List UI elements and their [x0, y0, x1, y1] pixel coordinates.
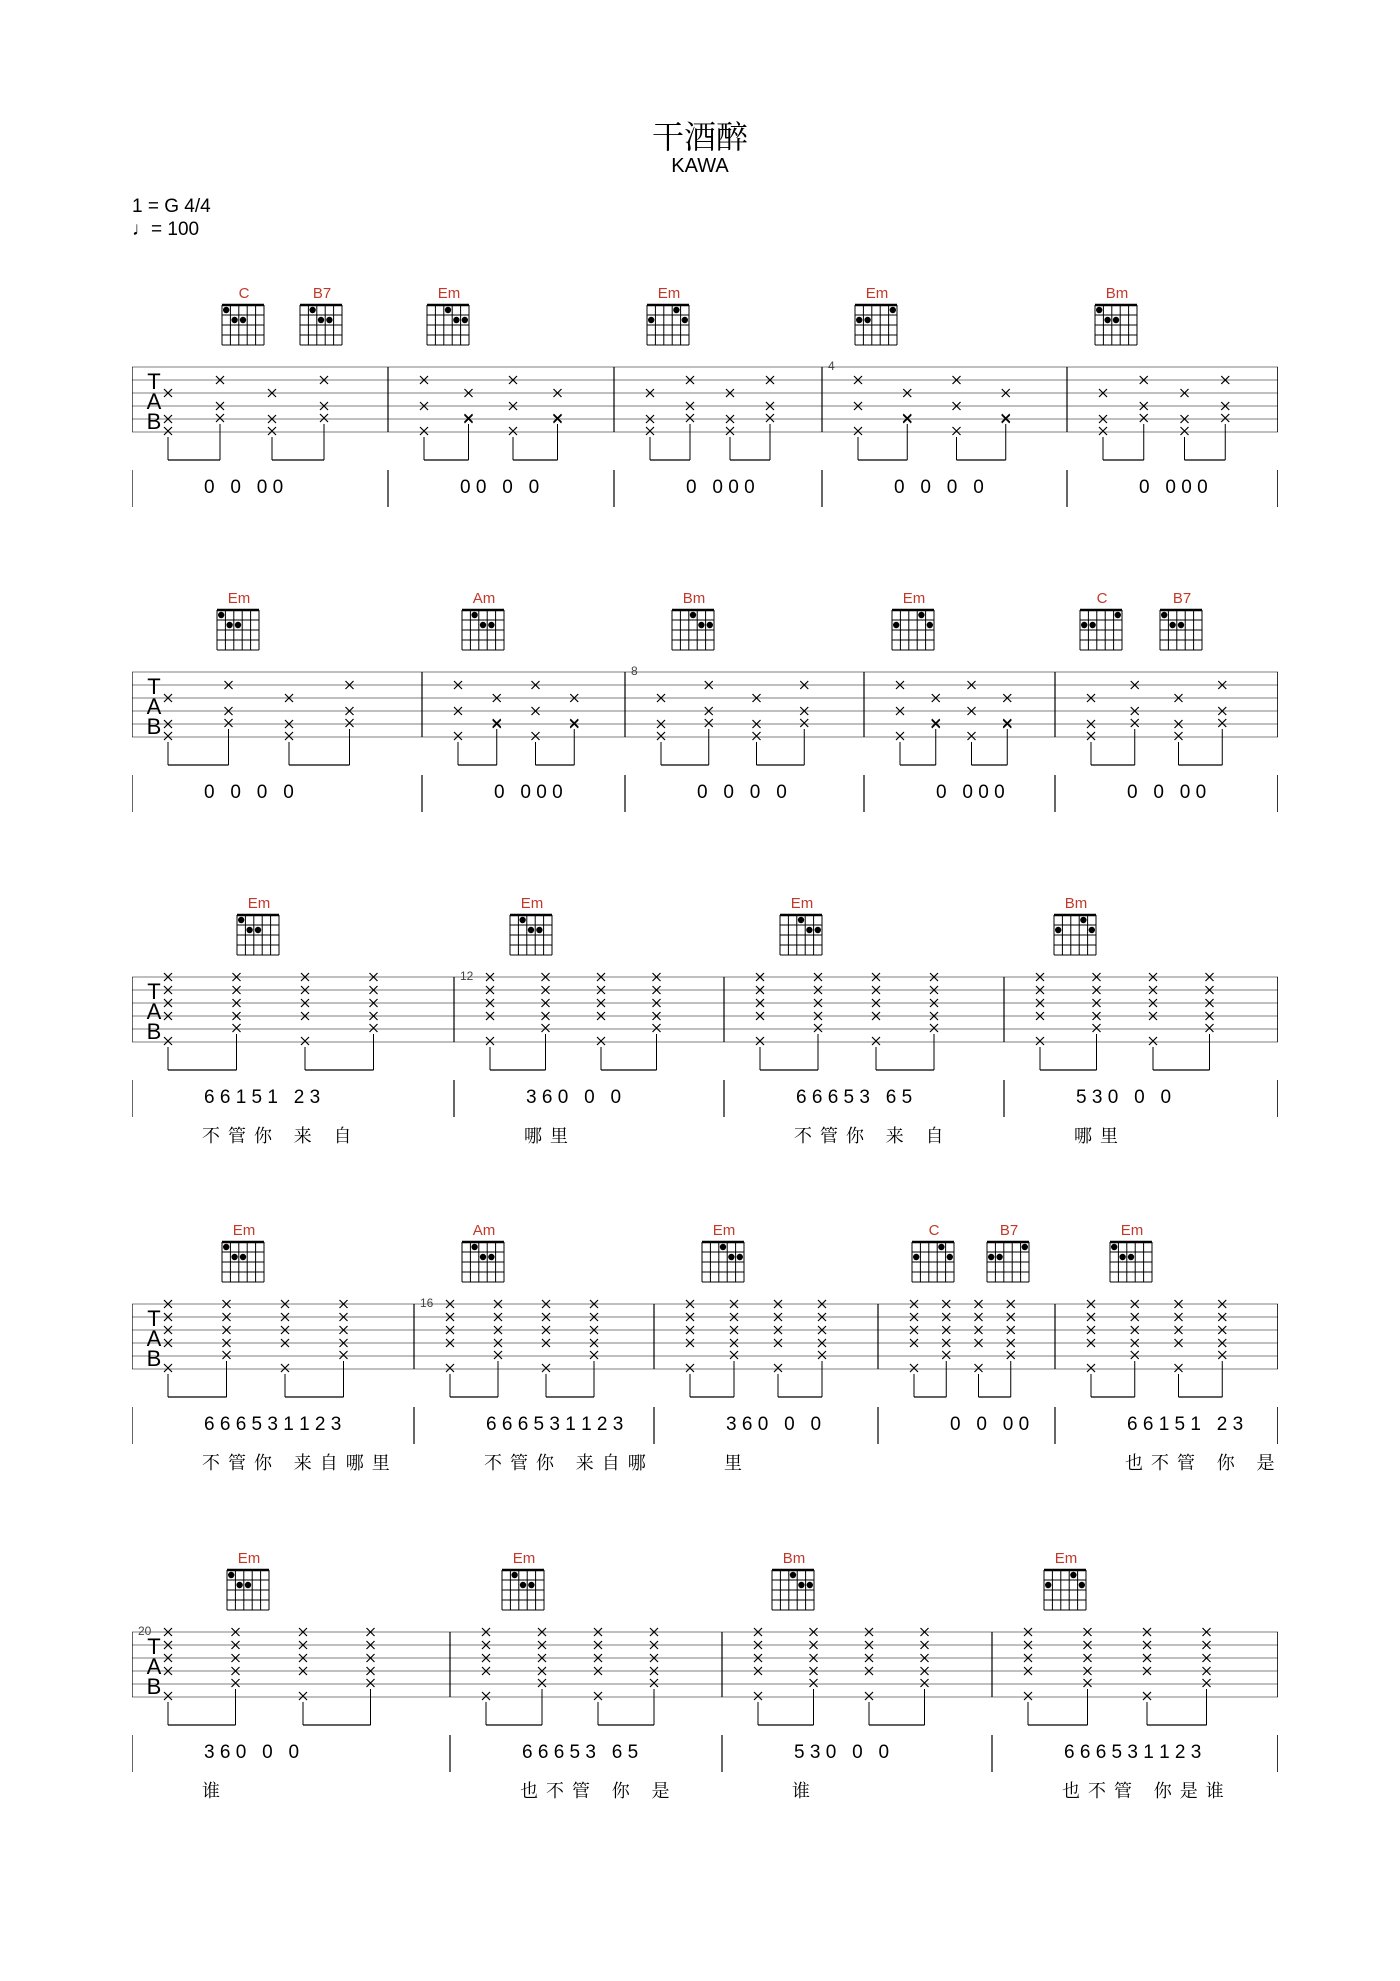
strum-mark: [216, 376, 224, 460]
strum-mark: [1087, 694, 1135, 765]
strum-mark: [554, 389, 562, 460]
chord-name: Bm: [1064, 895, 1088, 912]
strum-mark: [910, 1300, 946, 1397]
chord-diagram: [1044, 1570, 1086, 1610]
notation-measure: 3 6 0 0 0: [726, 1414, 822, 1435]
song-title: 干酒醉: [651, 118, 748, 156]
lyric-line: 不管你 来自哪里: [202, 1453, 398, 1474]
strum-mark: [482, 1628, 542, 1725]
strum-mark: [653, 973, 661, 1070]
tab-clef-letter: A: [146, 999, 162, 1024]
strum-mark: [420, 376, 469, 460]
strum-mark: [538, 1628, 546, 1725]
chord-diagram: [1160, 610, 1202, 650]
chord-name: Am: [472, 590, 496, 607]
strum-mark: [814, 973, 822, 1070]
strum-mark: [542, 1300, 594, 1397]
chord-name: Em: [1120, 1222, 1144, 1239]
chord-name: Am: [472, 1222, 496, 1239]
chord-diagram: [702, 1242, 744, 1282]
chord-name: B7: [312, 285, 332, 302]
strum-mark: [1221, 376, 1229, 460]
tab-system: [132, 285, 1278, 565]
strum-mark: [818, 1300, 826, 1397]
tab-clef-letter: B: [146, 1674, 162, 1699]
strum-mark: [1143, 1628, 1207, 1725]
notation-measure: 0 0 0 0: [936, 782, 1005, 803]
measure-number: 20: [138, 1624, 152, 1638]
tab-clef-letter: T: [147, 1306, 161, 1331]
notation-measure: 6 6 6 5 3 6 5: [796, 1087, 913, 1108]
chord-name: Em: [520, 895, 544, 912]
strum-mark: [590, 1300, 598, 1397]
strum-mark: [1218, 681, 1226, 765]
lyric-line: 也不管 你 是: [1125, 1453, 1283, 1474]
tab-system: [132, 895, 1278, 1175]
chord-diagram: [510, 915, 552, 955]
strum-mark: [686, 1300, 734, 1397]
strum-mark: [223, 1300, 231, 1397]
lyric-line: 谁: [202, 1781, 228, 1802]
strum-mark: [570, 694, 578, 765]
chord-name: Bm: [1105, 285, 1129, 302]
notation-measure: 0 0 0 0: [686, 477, 755, 498]
chord-diagram: [987, 1242, 1029, 1282]
notation-measure: 0 0 0 0: [950, 1414, 1030, 1435]
strum-mark: [446, 1300, 498, 1397]
strum-mark: [942, 1300, 950, 1397]
tab-clef-letter: B: [146, 714, 162, 739]
notation-measure: 3 6 0 0 0: [204, 1742, 300, 1763]
strum-mark: [726, 389, 770, 460]
notation-measure: 5 3 0 0 0: [1076, 1087, 1172, 1108]
chord-name: Em: [247, 895, 271, 912]
strum-mark: [753, 694, 805, 765]
strum-mark: [953, 376, 1006, 460]
lyric-line: 哪里: [524, 1126, 576, 1147]
strum-mark: [903, 389, 911, 460]
strum-mark: [232, 1628, 240, 1725]
notation-measure: 0 0 0 0: [894, 477, 984, 498]
chord-diagram: [912, 1242, 954, 1282]
chord-diagram: [502, 1570, 544, 1610]
tab-staff: [132, 590, 1278, 870]
chord-name: B7: [1172, 590, 1192, 607]
chord-name: Em: [657, 285, 681, 302]
strum-mark: [493, 694, 501, 765]
strum-mark: [1099, 389, 1144, 460]
chord-name: Bm: [782, 1550, 806, 1567]
strum-mark: [164, 1300, 227, 1397]
strum-mark: [686, 376, 694, 460]
strum-mark: [774, 1300, 822, 1397]
tab-clef-letter: B: [146, 409, 162, 434]
tab-clef-letter: A: [146, 389, 162, 414]
tab-clef-letter: A: [146, 1654, 162, 1679]
tab-system: [132, 1222, 1283, 1502]
notation-measure: 6 6 6 5 3 1 1 2 3: [1064, 1742, 1202, 1763]
strum-mark: [164, 694, 229, 765]
tab-clef-letter: T: [147, 674, 161, 699]
strum-mark: [968, 681, 1008, 765]
strum-mark: [1181, 389, 1226, 460]
lyric-line: 谁: [792, 1781, 818, 1802]
lyric-line: 不管你 来 自: [202, 1126, 360, 1147]
tab-clef-letter: T: [147, 1634, 161, 1659]
strum-mark: [930, 973, 938, 1070]
strum-mark: [594, 1628, 654, 1725]
chord-name: Em: [227, 590, 251, 607]
strum-mark: [346, 681, 354, 765]
strum-mark: [1149, 973, 1210, 1070]
strum-mark: [1175, 1300, 1223, 1397]
chord-name: Em: [437, 285, 461, 302]
strum-mark: [896, 681, 936, 765]
strum-mark: [542, 973, 550, 1070]
lyric-line: 哪里: [1074, 1126, 1126, 1147]
measure-number: 8: [631, 664, 638, 678]
strum-mark: [268, 389, 324, 460]
notation-measure: 3 6 0 0 0: [526, 1087, 622, 1108]
strum-mark: [285, 694, 350, 765]
notation-measure: 6 6 1 5 1 2 3: [204, 1087, 321, 1108]
strum-mark: [367, 1628, 375, 1725]
tempo-marking: ♩= 100: [132, 219, 200, 240]
measure-number: 12: [460, 969, 474, 983]
strum-mark: [1131, 681, 1139, 765]
strum-mark: [854, 376, 907, 460]
tab-system: [132, 590, 1278, 870]
notation-measure: 6 6 1 5 1 2 3: [1127, 1414, 1244, 1435]
chord-name: Em: [712, 1222, 736, 1239]
chord-diagram: [780, 915, 822, 955]
strum-mark: [1093, 973, 1101, 1070]
notation-measure: 6 6 6 5 3 1 1 2 3: [204, 1414, 342, 1435]
lyric-line: 也不管 你是谁: [1062, 1781, 1232, 1802]
strum-mark: [164, 973, 237, 1070]
strum-mark: [1087, 1300, 1135, 1397]
chord-name: C: [928, 1222, 940, 1239]
strum-mark: [301, 973, 374, 1070]
chord-name: Em: [865, 285, 889, 302]
chord-diagram: [222, 1242, 264, 1282]
strum-mark: [1203, 1628, 1211, 1725]
notation-measure: 0 0 0 0: [1127, 782, 1207, 803]
chord-name: C: [1096, 590, 1108, 607]
strum-mark: [299, 1628, 371, 1725]
lyric-line: 也不管 你 是: [520, 1781, 678, 1802]
notation-measure: 0 0 0 0: [204, 782, 294, 803]
chord-diagram: [237, 915, 279, 955]
lyric-line: 不管你 来自哪: [484, 1453, 654, 1474]
chord-diagram: [892, 610, 934, 650]
notation-measure: 0 0 0 0: [494, 782, 563, 803]
strum-mark: [532, 681, 575, 765]
strum-mark: [705, 681, 713, 765]
tab-clef-letter: T: [147, 979, 161, 1004]
strum-mark: [1002, 389, 1010, 460]
strum-mark: [650, 1628, 658, 1725]
chord-name: Em: [232, 1222, 256, 1239]
strum-mark: [646, 389, 690, 460]
tab-clef-letter: T: [147, 369, 161, 394]
strum-mark: [494, 1300, 502, 1397]
notation-measure: 5 3 0 0 0: [794, 1742, 890, 1763]
tab-clef-letter: B: [146, 1019, 162, 1044]
strum-mark: [281, 1300, 344, 1397]
strum-mark: [865, 1628, 925, 1725]
strum-mark: [730, 1300, 738, 1397]
strum-mark: [810, 1628, 818, 1725]
tab-clef-letter: A: [146, 694, 162, 719]
strum-mark: [1024, 1628, 1088, 1725]
key-time-signature: 1 = G 4/4: [132, 196, 211, 217]
tab-system: [132, 1550, 1278, 1830]
chord-name: Em: [902, 590, 926, 607]
chord-name: Em: [1054, 1550, 1078, 1567]
chord-diagram: [1080, 610, 1122, 650]
chord-diagram: [772, 1570, 814, 1610]
strum-mark: [454, 681, 497, 765]
strum-mark: [1218, 1300, 1226, 1397]
chord-name: C: [238, 285, 250, 302]
strum-mark: [465, 389, 473, 460]
chord-diagram: [672, 610, 714, 650]
tab-clef-letter: B: [146, 1346, 162, 1371]
strum-mark: [164, 389, 220, 460]
chord-diagram: [1054, 915, 1096, 955]
strum-mark: [1131, 1300, 1139, 1397]
strum-mark: [225, 681, 233, 765]
strum-mark: [766, 376, 774, 460]
chord-diagram: [300, 305, 342, 345]
song-artist: KAWA: [671, 155, 729, 177]
chord-name: Bm: [682, 590, 706, 607]
strum-mark: [1003, 694, 1011, 765]
strum-mark: [370, 973, 378, 1070]
strum-mark: [1140, 376, 1148, 460]
tab-clef-letter: A: [146, 1326, 162, 1351]
strum-mark: [233, 973, 241, 1070]
chord-name: Em: [237, 1550, 261, 1567]
chord-name: Em: [512, 1550, 536, 1567]
strum-mark: [657, 694, 709, 765]
strum-mark: [1206, 973, 1214, 1070]
chord-diagram: [227, 1570, 269, 1610]
strum-mark: [800, 681, 808, 765]
chord-diagram: [462, 1242, 504, 1282]
lyric-line: 里: [724, 1453, 750, 1474]
notation-measure: 6 6 6 5 3 1 1 2 3: [486, 1414, 624, 1435]
notation-measure: 0 0 0 0: [204, 477, 284, 498]
strum-mark: [1175, 694, 1223, 765]
notation-measure: 0 0 0 0: [697, 782, 787, 803]
chord-diagram: [462, 610, 504, 650]
measure-number: 4: [828, 359, 835, 373]
strum-mark: [754, 1628, 814, 1725]
strum-mark: [932, 694, 940, 765]
strum-mark: [320, 376, 328, 460]
strum-mark: [872, 973, 934, 1070]
strum-mark: [975, 1300, 1011, 1397]
strum-mark: [340, 1300, 348, 1397]
strum-mark: [509, 376, 558, 460]
notation-measure: 0 0 0 0: [460, 477, 540, 498]
notation-measure: 6 6 6 5 3 6 5: [522, 1742, 639, 1763]
chord-diagram: [855, 305, 897, 345]
chord-name: Em: [790, 895, 814, 912]
strum-mark: [921, 1628, 929, 1725]
strum-mark: [164, 1628, 236, 1725]
chord-diagram: [647, 305, 689, 345]
strum-mark: [1007, 1300, 1015, 1397]
strum-mark: [756, 973, 818, 1070]
notation-measure: 0 0 0 0: [1139, 477, 1208, 498]
strum-mark: [597, 973, 657, 1070]
chord-diagram: [1110, 1242, 1152, 1282]
chord-name: B7: [999, 1222, 1019, 1239]
measure-number: 16: [420, 1296, 434, 1310]
chord-diagram: [217, 610, 259, 650]
chord-diagram: [222, 305, 264, 345]
lyric-line: 不管你 来 自: [794, 1126, 952, 1147]
strum-mark: [1036, 973, 1097, 1070]
strum-mark: [486, 973, 546, 1070]
chord-diagram: [1095, 305, 1137, 345]
chord-diagram: [427, 305, 469, 345]
tab-staff: [132, 285, 1278, 565]
strum-mark: [1084, 1628, 1092, 1725]
